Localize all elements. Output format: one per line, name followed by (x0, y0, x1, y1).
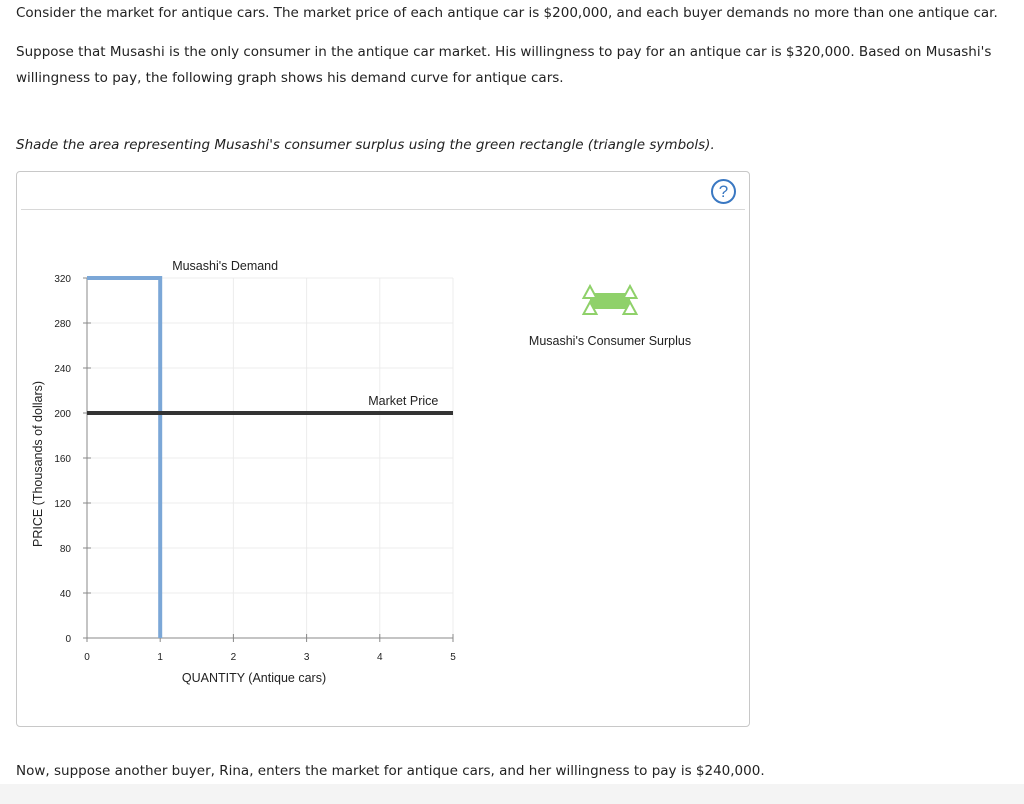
x-tick-label: 5 (450, 652, 456, 663)
surplus-tool[interactable] (529, 286, 691, 348)
y-tick-label: 240 (54, 364, 71, 375)
y-tick-label: 0 (65, 634, 71, 645)
followup-text: Now, suppose another buyer, Rina, enters the market for antique cars, and her willingness to pay is $240,000. (16, 763, 765, 779)
x-tick-label: 4 (377, 652, 383, 663)
y-tick-label: 40 (59, 589, 71, 600)
x-tick-label: 0 (84, 652, 90, 663)
x-tick-label: 3 (303, 652, 310, 663)
bottom-strip (0, 784, 1024, 804)
y-tick-label: 80 (59, 544, 71, 555)
y-axis-title: PRICE (Thousands of dollars) (31, 380, 45, 548)
x-tick-label: 1 (157, 652, 163, 663)
intro-text: Consider the market for antique cars. The market price of each antique car is $200,000, and each buyer demands no more than one antique car. (16, 5, 998, 21)
y-tick-label: 200 (54, 409, 71, 420)
graph-panel (16, 171, 750, 727)
triangle-handle-icon (624, 286, 637, 298)
market-price-label: Market Price (368, 394, 439, 408)
chart (17, 172, 749, 726)
scenario-text: Suppose that Musashi is the only consumer in the antique car market. His willingness to pay for an antique car is $320,000. Based on Musashi's willingness to pay, the following graph shows his demand curve for antique cars. (16, 44, 992, 86)
x-tick-label: 2 (230, 652, 237, 663)
instruction-text: Shade the area representing Musashi's consumer surplus using the green rectangle (triangle symbols). (16, 137, 715, 153)
demand-label: Musashi's Demand (172, 259, 279, 273)
grid-layer (87, 278, 453, 638)
triangle-handle-icon (584, 286, 597, 298)
x-axis-title: QUANTITY (Antique cars) (181, 671, 327, 685)
surplus-tool-label: Musashi's Consumer Surplus (528, 334, 692, 348)
y-tick-label: 160 (54, 454, 71, 465)
y-tick-label: 320 (54, 274, 71, 285)
y-tick-label: 120 (54, 499, 71, 510)
axes-layer (83, 278, 453, 642)
y-tick-label: 280 (54, 319, 71, 330)
help-icon[interactable]: ? (711, 179, 736, 204)
